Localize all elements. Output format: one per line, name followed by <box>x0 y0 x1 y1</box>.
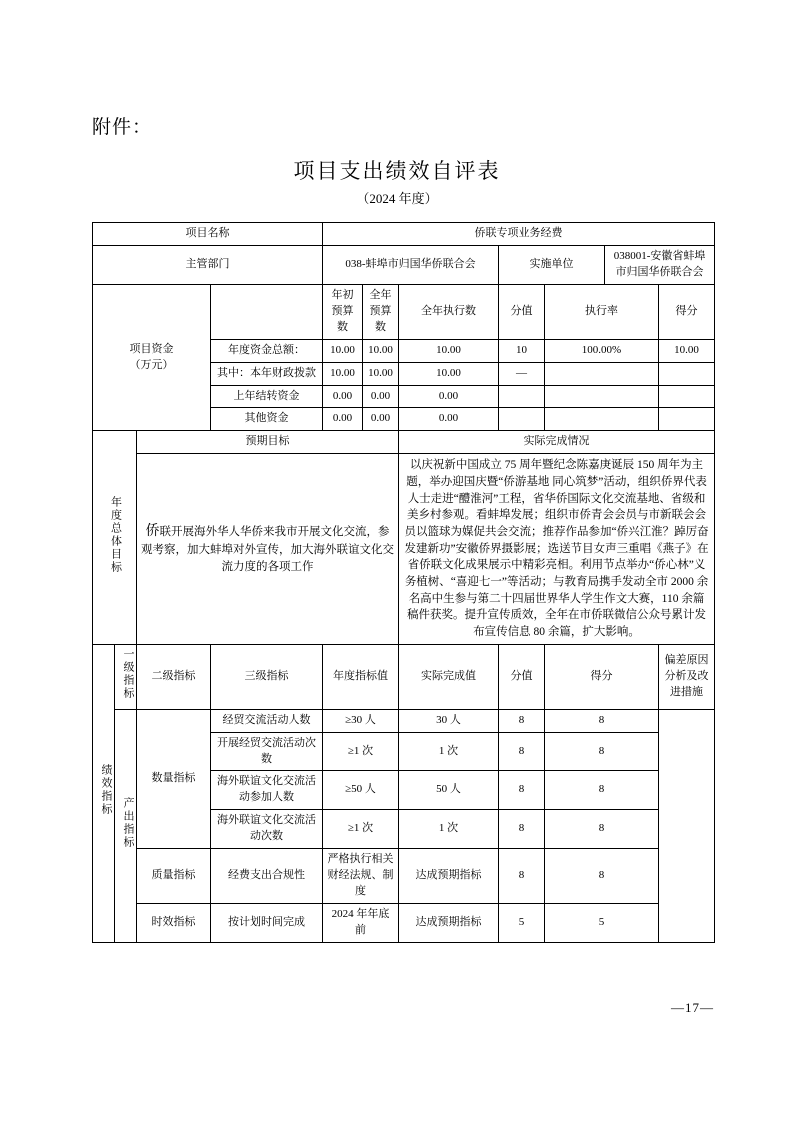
indicator-header-score-value: 分值 <box>499 644 545 709</box>
header-score-value: 分值 <box>499 284 545 339</box>
indicator-score: 8 <box>545 810 659 849</box>
indicator-score: 8 <box>545 771 659 810</box>
indicator-score: 8 <box>545 732 659 771</box>
table-row <box>93 284 715 339</box>
annual-actual-text: 以庆祝新中国成立 75 周年暨纪念陈嘉庚诞辰 150 周年为主题，举办迎国庆暨“侨游基地 同心筑梦”活动，组织侨界代表人士走进“醴淮河”工程，省华侨国际文化交流基地、省级和美乡村参观。看蚌埠发展；组织市侨青会会员与市新联会会员以篮球为媒促共会交流；推荐作品参加“侨兴江淮？踔厉奋发建新功”安徽侨界摄影展；选送节目女声三重唱《燕子》在省侨联文化成果展示中精彩亮相。利用节点举办“侨心林”义务植树、“喜迎七一”等活动；与教育局携手发动全市 2000 余名高中生参与第二十四届世界华人学生作文大赛，110 余篇稿件获奖。提升宣传质效，全年在市侨联微信公众号累计发布宣传信息 80 余篇，扩大影响。 <box>399 454 715 644</box>
indicator-annual-value: 严格执行相关财经法规、制度 <box>323 849 399 904</box>
table-row <box>93 431 715 454</box>
header-begin-budget: 年初预算数 <box>323 284 363 339</box>
indicator-level2: 时效指标 <box>137 904 211 943</box>
page-subtitle: （2024 年度） <box>356 191 438 206</box>
annual-goal-body: 联开展海外华人华侨来我市开展文化交流，参观考察，加大蚌埠对外宣传，加大海外联谊文化交流力度的各项工作 <box>141 526 394 574</box>
indicator-actual-value: 1 次 <box>399 732 499 771</box>
performance-vertical-label: 绩效指标 <box>93 644 115 942</box>
indicator-level3: 海外联谊文化交流活动次数 <box>211 810 323 849</box>
indicator-actual-value: 50 人 <box>399 771 499 810</box>
fund-begin-budget: 10.00 <box>323 362 363 385</box>
annual-goal-text <box>137 454 399 644</box>
funds-label-line1: 项目资金 <box>129 342 174 355</box>
fund-score <box>659 385 715 408</box>
fund-score-value <box>499 408 545 431</box>
indicator-header-level2: 二级指标 <box>137 644 211 709</box>
fund-score-value <box>499 385 545 408</box>
indicator-level2: 数量指标 <box>137 709 211 849</box>
indicator-level3: 按计划时间完成 <box>211 904 323 943</box>
table-row <box>93 245 715 284</box>
performance-table <box>92 222 715 943</box>
unit-label: 实施单位 <box>499 245 605 284</box>
fund-score-value: 10 <box>499 339 545 362</box>
indicator-level3: 海外联谊文化交流活动参加人数 <box>211 771 323 810</box>
indicator-header-level1: 一级指标 <box>115 644 137 709</box>
indicator-annual-value: ≥30 人 <box>323 709 399 732</box>
indicator-header-deviation: 偏差原因分析及改进措施 <box>659 644 715 709</box>
indicator-annual-value: ≥1 次 <box>323 810 399 849</box>
fund-execution: 10.00 <box>399 339 499 362</box>
expected-goal-header: 预期目标 <box>137 431 399 454</box>
indicator-score: 5 <box>545 904 659 943</box>
indicator-annual-value: 2024 年年底前 <box>323 904 399 943</box>
fund-score: 10.00 <box>659 339 715 362</box>
indicator-actual-value: 达成预期指标 <box>399 904 499 943</box>
fund-execution: 0.00 <box>399 385 499 408</box>
fund-score <box>659 408 715 431</box>
table-row <box>93 223 715 246</box>
funds-label <box>93 284 211 431</box>
fund-begin-budget: 10.00 <box>323 339 363 362</box>
fund-begin-budget: 0.00 <box>323 385 363 408</box>
fund-exec-rate <box>545 408 659 431</box>
dept-value: 038-蚌埠市归国华侨联合会 <box>323 245 499 284</box>
page-title: 项目支出绩效自评表 <box>293 159 501 183</box>
indicator-level3: 经费支出合规性 <box>211 849 323 904</box>
indicator-score-value: 8 <box>499 732 545 771</box>
fund-year-budget: 10.00 <box>363 362 399 385</box>
indicator-score-value: 8 <box>499 810 545 849</box>
dept-label: 主管部门 <box>93 245 323 284</box>
table-row <box>93 904 715 943</box>
annual-goal-lead: 侨 <box>145 524 160 540</box>
indicator-annual-value: ≥50 人 <box>323 771 399 810</box>
table-row <box>93 644 715 709</box>
fund-year-budget: 0.00 <box>363 408 399 431</box>
indicator-header-actual-value: 实际完成值 <box>399 644 499 709</box>
fund-row-label: 年度资金总额： <box>211 339 323 362</box>
project-name-label: 项目名称 <box>93 223 323 246</box>
fund-score <box>659 362 715 385</box>
indicator-deviation <box>659 709 715 942</box>
page-number: —17— <box>671 1000 714 1015</box>
indicator-score: 8 <box>545 709 659 732</box>
indicator-header-level3: 三级指标 <box>211 644 323 709</box>
indicator-score: 8 <box>545 849 659 904</box>
header-score: 得分 <box>659 284 715 339</box>
annual-goal-vertical-label: 年度总体目标 <box>93 431 137 644</box>
actual-result-header: 实际完成情况 <box>399 431 715 454</box>
fund-row-label: 上年结转资金 <box>211 385 323 408</box>
indicator-score-value: 8 <box>499 849 545 904</box>
indicator-actual-value: 1 次 <box>399 810 499 849</box>
table-row <box>93 454 715 644</box>
unit-value: 038001-安徽省蚌埠市归国华侨联合会 <box>605 245 715 284</box>
indicator-header-score: 得分 <box>545 644 659 709</box>
indicator-level2: 质量指标 <box>137 849 211 904</box>
indicator-header-annual-value: 年度指标值 <box>323 644 399 709</box>
indicator-actual-value: 30 人 <box>399 709 499 732</box>
fund-row-label: 其中：本年财政拨款 <box>211 362 323 385</box>
fund-exec-rate: 100.00% <box>545 339 659 362</box>
fund-execution: 0.00 <box>399 408 499 431</box>
fund-row-label-header <box>211 284 323 339</box>
indicator-score-value: 8 <box>499 709 545 732</box>
output-vertical-label: 产出指标 <box>115 709 137 942</box>
table-row <box>93 709 715 732</box>
fund-exec-rate <box>545 362 659 385</box>
fund-year-budget: 0.00 <box>363 385 399 408</box>
header-execution: 全年执行数 <box>399 284 499 339</box>
fund-begin-budget: 0.00 <box>323 408 363 431</box>
fund-row-label: 其他资金 <box>211 408 323 431</box>
fund-exec-rate <box>545 385 659 408</box>
fund-score-value: — <box>499 362 545 385</box>
indicator-level3: 开展经贸交流活动次数 <box>211 732 323 771</box>
indicator-score-value: 5 <box>499 904 545 943</box>
indicator-level3: 经贸交流活动人数 <box>211 709 323 732</box>
fund-year-budget: 10.00 <box>363 339 399 362</box>
indicator-score-value: 8 <box>499 771 545 810</box>
header-year-budget: 全年预算数 <box>363 284 399 339</box>
fund-execution: 10.00 <box>399 362 499 385</box>
indicator-actual-value: 达成预期指标 <box>399 849 499 904</box>
header-exec-rate: 执行率 <box>545 284 659 339</box>
table-row <box>93 849 715 904</box>
project-name-value: 侨联专项业务经费 <box>323 223 715 246</box>
attachment-label: 附件： <box>92 117 153 138</box>
indicator-annual-value: ≥1 次 <box>323 732 399 771</box>
funds-label-line2: （万元） <box>129 358 174 371</box>
